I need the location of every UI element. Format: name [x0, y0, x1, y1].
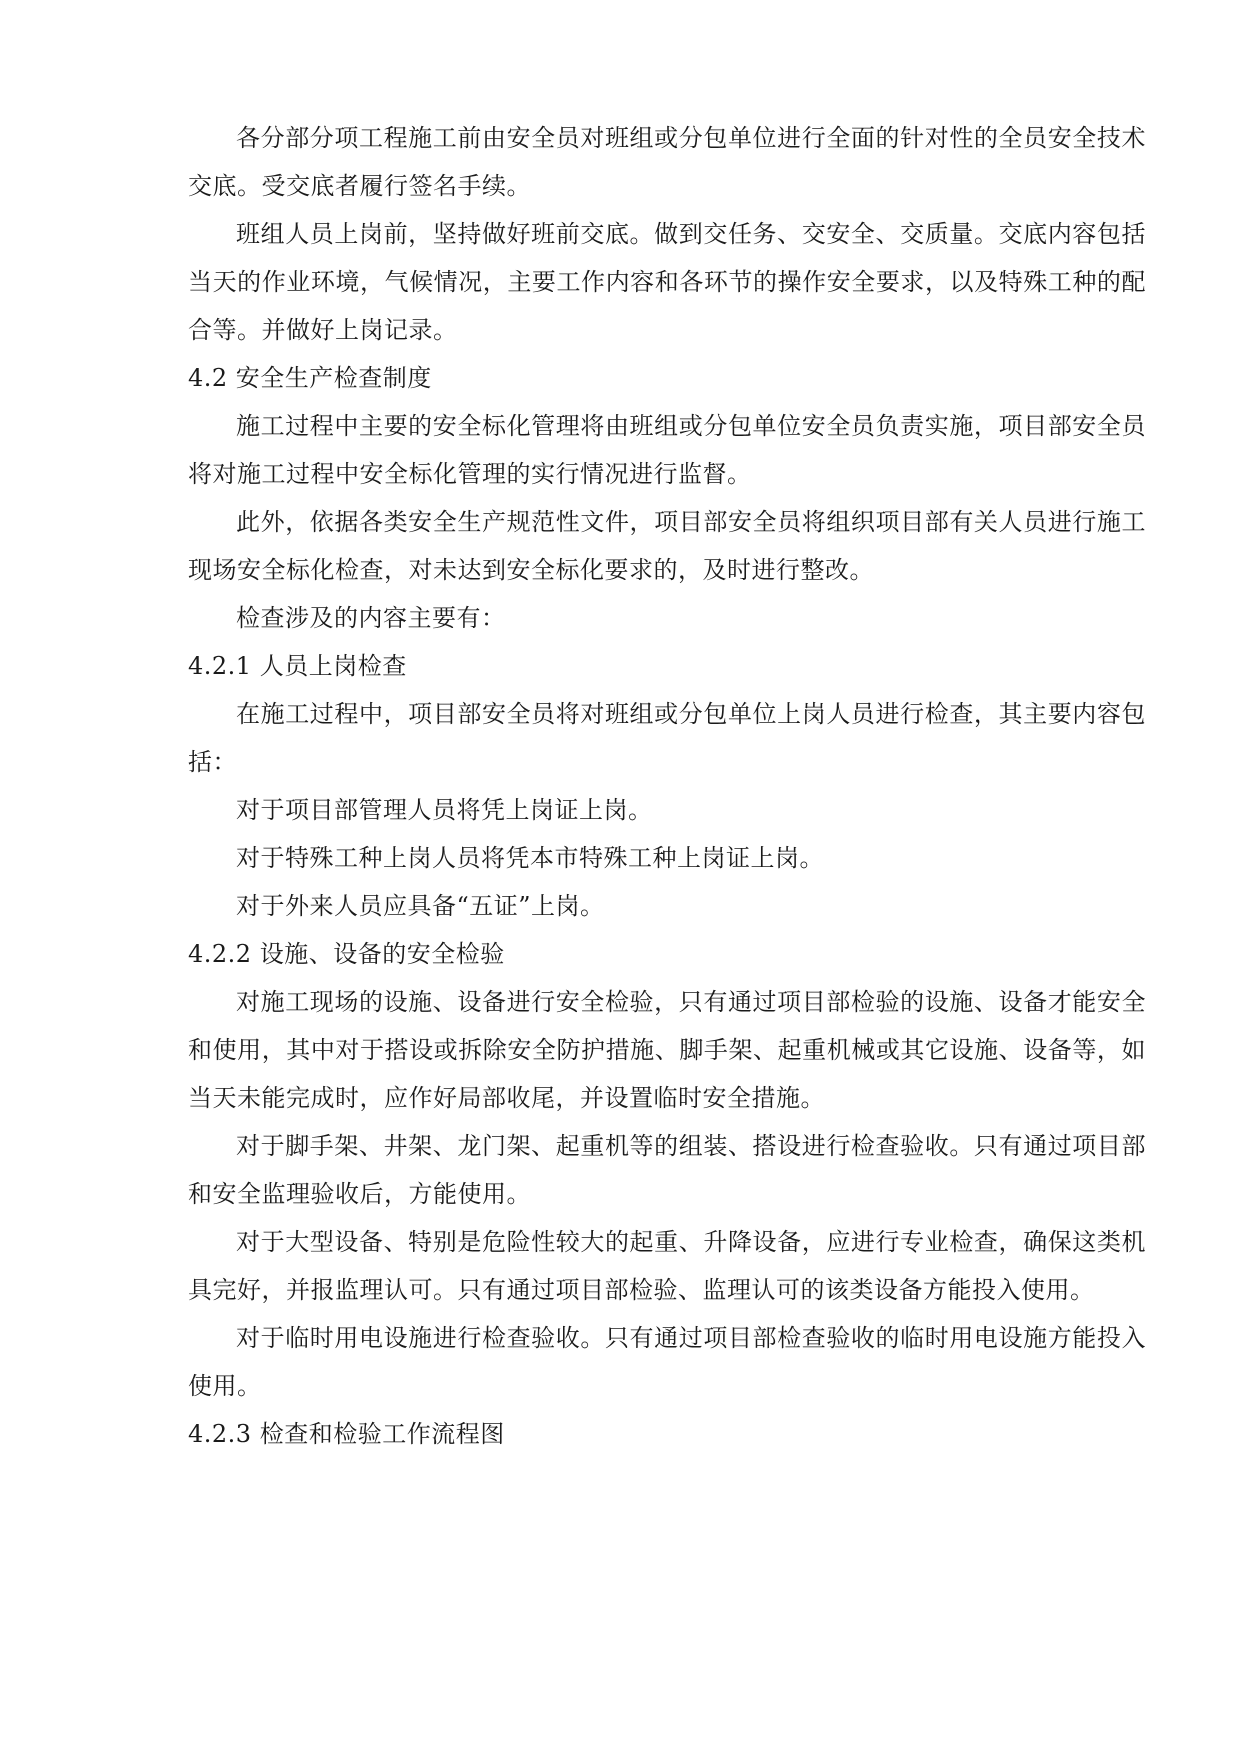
section-heading-4-2-2: 4.2.2 设施、设备的安全检验 [188, 940, 505, 968]
paragraph-standardization-management: 施工过程中主要的安全标化管理将由班组或分包单位安全员负责实施，项目部安全员将对施工过程中安全标化管理的实行情况进行监督。 [188, 412, 1146, 488]
paragraph-pre-shift-briefing: 班组人员上岗前，坚持做好班前交底。做到交任务、交安全、交质量。交底内容包括当天的作业环境，气候情况，主要工作内容和各环节的操作安全要求，以及特殊工种的配合等。并做好上岗记录。 [188, 220, 1146, 344]
paragraph-personnel-check: 在施工过程中，项目部安全员将对班组或分包单位上岗人员进行检查，其主要内容包括： [188, 700, 1146, 776]
paragraph-scaffold-acceptance: 对于脚手架、井架、龙门架、起重机等的组装、搭设进行检查验收。只有通过项目部和安全监理验收后，方能使用。 [188, 1132, 1146, 1208]
paragraph-outside-personnel: 对于外来人员应具备“五证”上岗。 [236, 892, 605, 920]
section-heading-4-2-1: 4.2.1 人员上岗检查 [188, 652, 407, 680]
paragraph-inspection-contents-intro: 检查涉及的内容主要有： [236, 604, 506, 632]
paragraph-temporary-electricity: 对于临时用电设施进行检查验收。只有通过项目部检查验收的临时用电设施方能投入使用。 [188, 1324, 1146, 1400]
document-body [188, 114, 1146, 1458]
paragraph-equipment-inspection: 对施工现场的设施、设备进行安全检验，只有通过项目部检验的设施、设备才能安全和使用，其中对于搭设或拆除安全防护措施、脚手架、起重机械或其它设施、设备等，如当天未能完成时，应作好局部收尾，并设置临时安全措施。 [188, 988, 1146, 1112]
paragraph-special-trade-certificate: 对于特殊工种上岗人员将凭本市特殊工种上岗证上岗。 [236, 844, 824, 872]
section-heading-4-2-3: 4.2.3 检查和检验工作流程图 [188, 1420, 505, 1448]
paragraph-safety-briefing: 各分部分项工程施工前由安全员对班组或分包单位进行全面的针对性的全员安全技术交底。受交底者履行签名手续。 [188, 124, 1146, 200]
paragraph-site-inspection: 此外，依据各类安全生产规范性文件，项目部安全员将组织项目部有关人员进行施工现场安全标化检查，对未达到安全标化要求的，及时进行整改。 [188, 508, 1146, 584]
paragraph-large-equipment: 对于大型设备、特别是危险性较大的起重、升降设备，应进行专业检查，确保这类机具完好，并报监理认可。只有通过项目部检验、监理认可的该类设备方能投入使用。 [188, 1228, 1146, 1304]
paragraph-management-certificate: 对于项目部管理人员将凭上岗证上岗。 [236, 796, 653, 824]
section-heading-4-2: 4.2 安全生产检查制度 [188, 364, 432, 392]
